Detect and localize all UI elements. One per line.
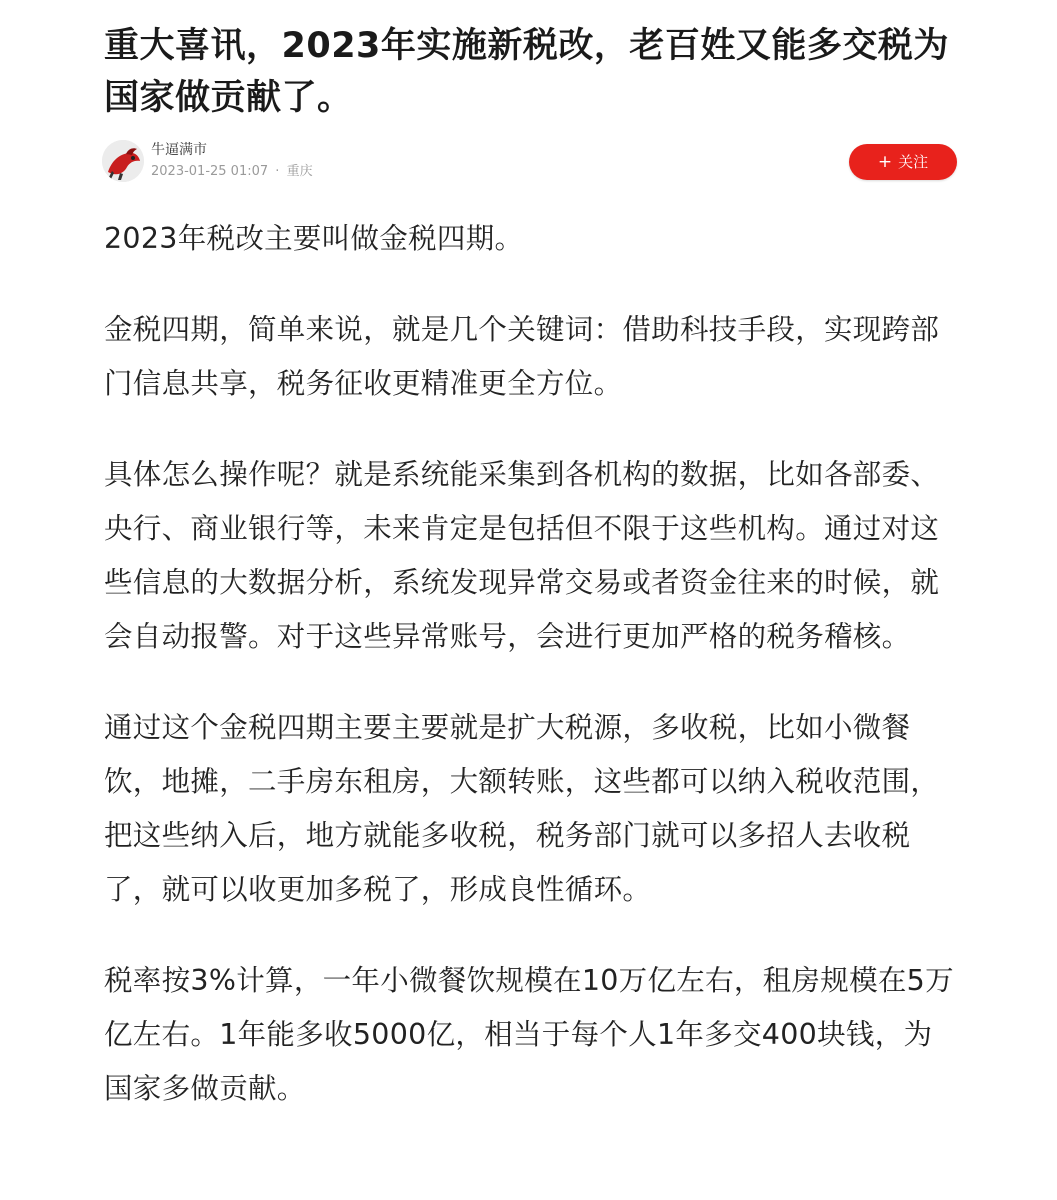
avatar[interactable] <box>102 140 144 182</box>
meta-separator: · <box>275 164 280 179</box>
author-name[interactable]: 牛逼满市 <box>151 142 207 158</box>
avatar-icon <box>102 140 144 182</box>
plus-icon: + <box>877 152 893 172</box>
article-title: 重大喜讯，2023年实施新税改，老百姓又能多交税为国家做贡献了。 <box>104 26 949 118</box>
paragraph: 具体怎么操作呢？就是系统能采集到各机构的数据，比如各部委、央行、商业银行等，未来肯定是包括但不限于这些机构。通过对这些信息的大数据分析，系统发现异常交易或者资金往来的时候，就会自动报警。对于这些异常账号，会进行更加严格的税务稽核。 <box>104 458 940 653</box>
post-datetime: 2023-01-25 01:07 <box>151 164 269 179</box>
paragraph: 2023年税改主要叫做金税四期。 <box>104 222 524 255</box>
author-row <box>102 138 957 190</box>
follow-button-label: 关注 <box>898 153 929 171</box>
post-location: 重庆 <box>286 164 313 179</box>
post-meta <box>151 163 313 181</box>
article-body <box>104 212 956 1153</box>
follow-button[interactable] <box>849 144 957 180</box>
paragraph: 金税四期，简单来说，就是几个关键词：借助科技手段，实现跨部门信息共享，税务征收更精准更全方位。 <box>104 313 940 400</box>
paragraph: 税率按3%计算，一年小微餐饮规模在10万亿左右，租房规模在5万亿左右。1年能多收5000亿，相当于每个人1年多交400块钱，为国家多做贡献。 <box>104 964 954 1105</box>
paragraph: 通过这个金税四期主要主要就是扩大税源，多收税，比如小微餐饮，地摊，二手房东租房，大额转账，这些都可以纳入税收范围，把这些纳入后，地方就能多收税，税务部门就可以多招人去收税了，就可以收更加多税了，形成良性循环。 <box>104 711 940 906</box>
